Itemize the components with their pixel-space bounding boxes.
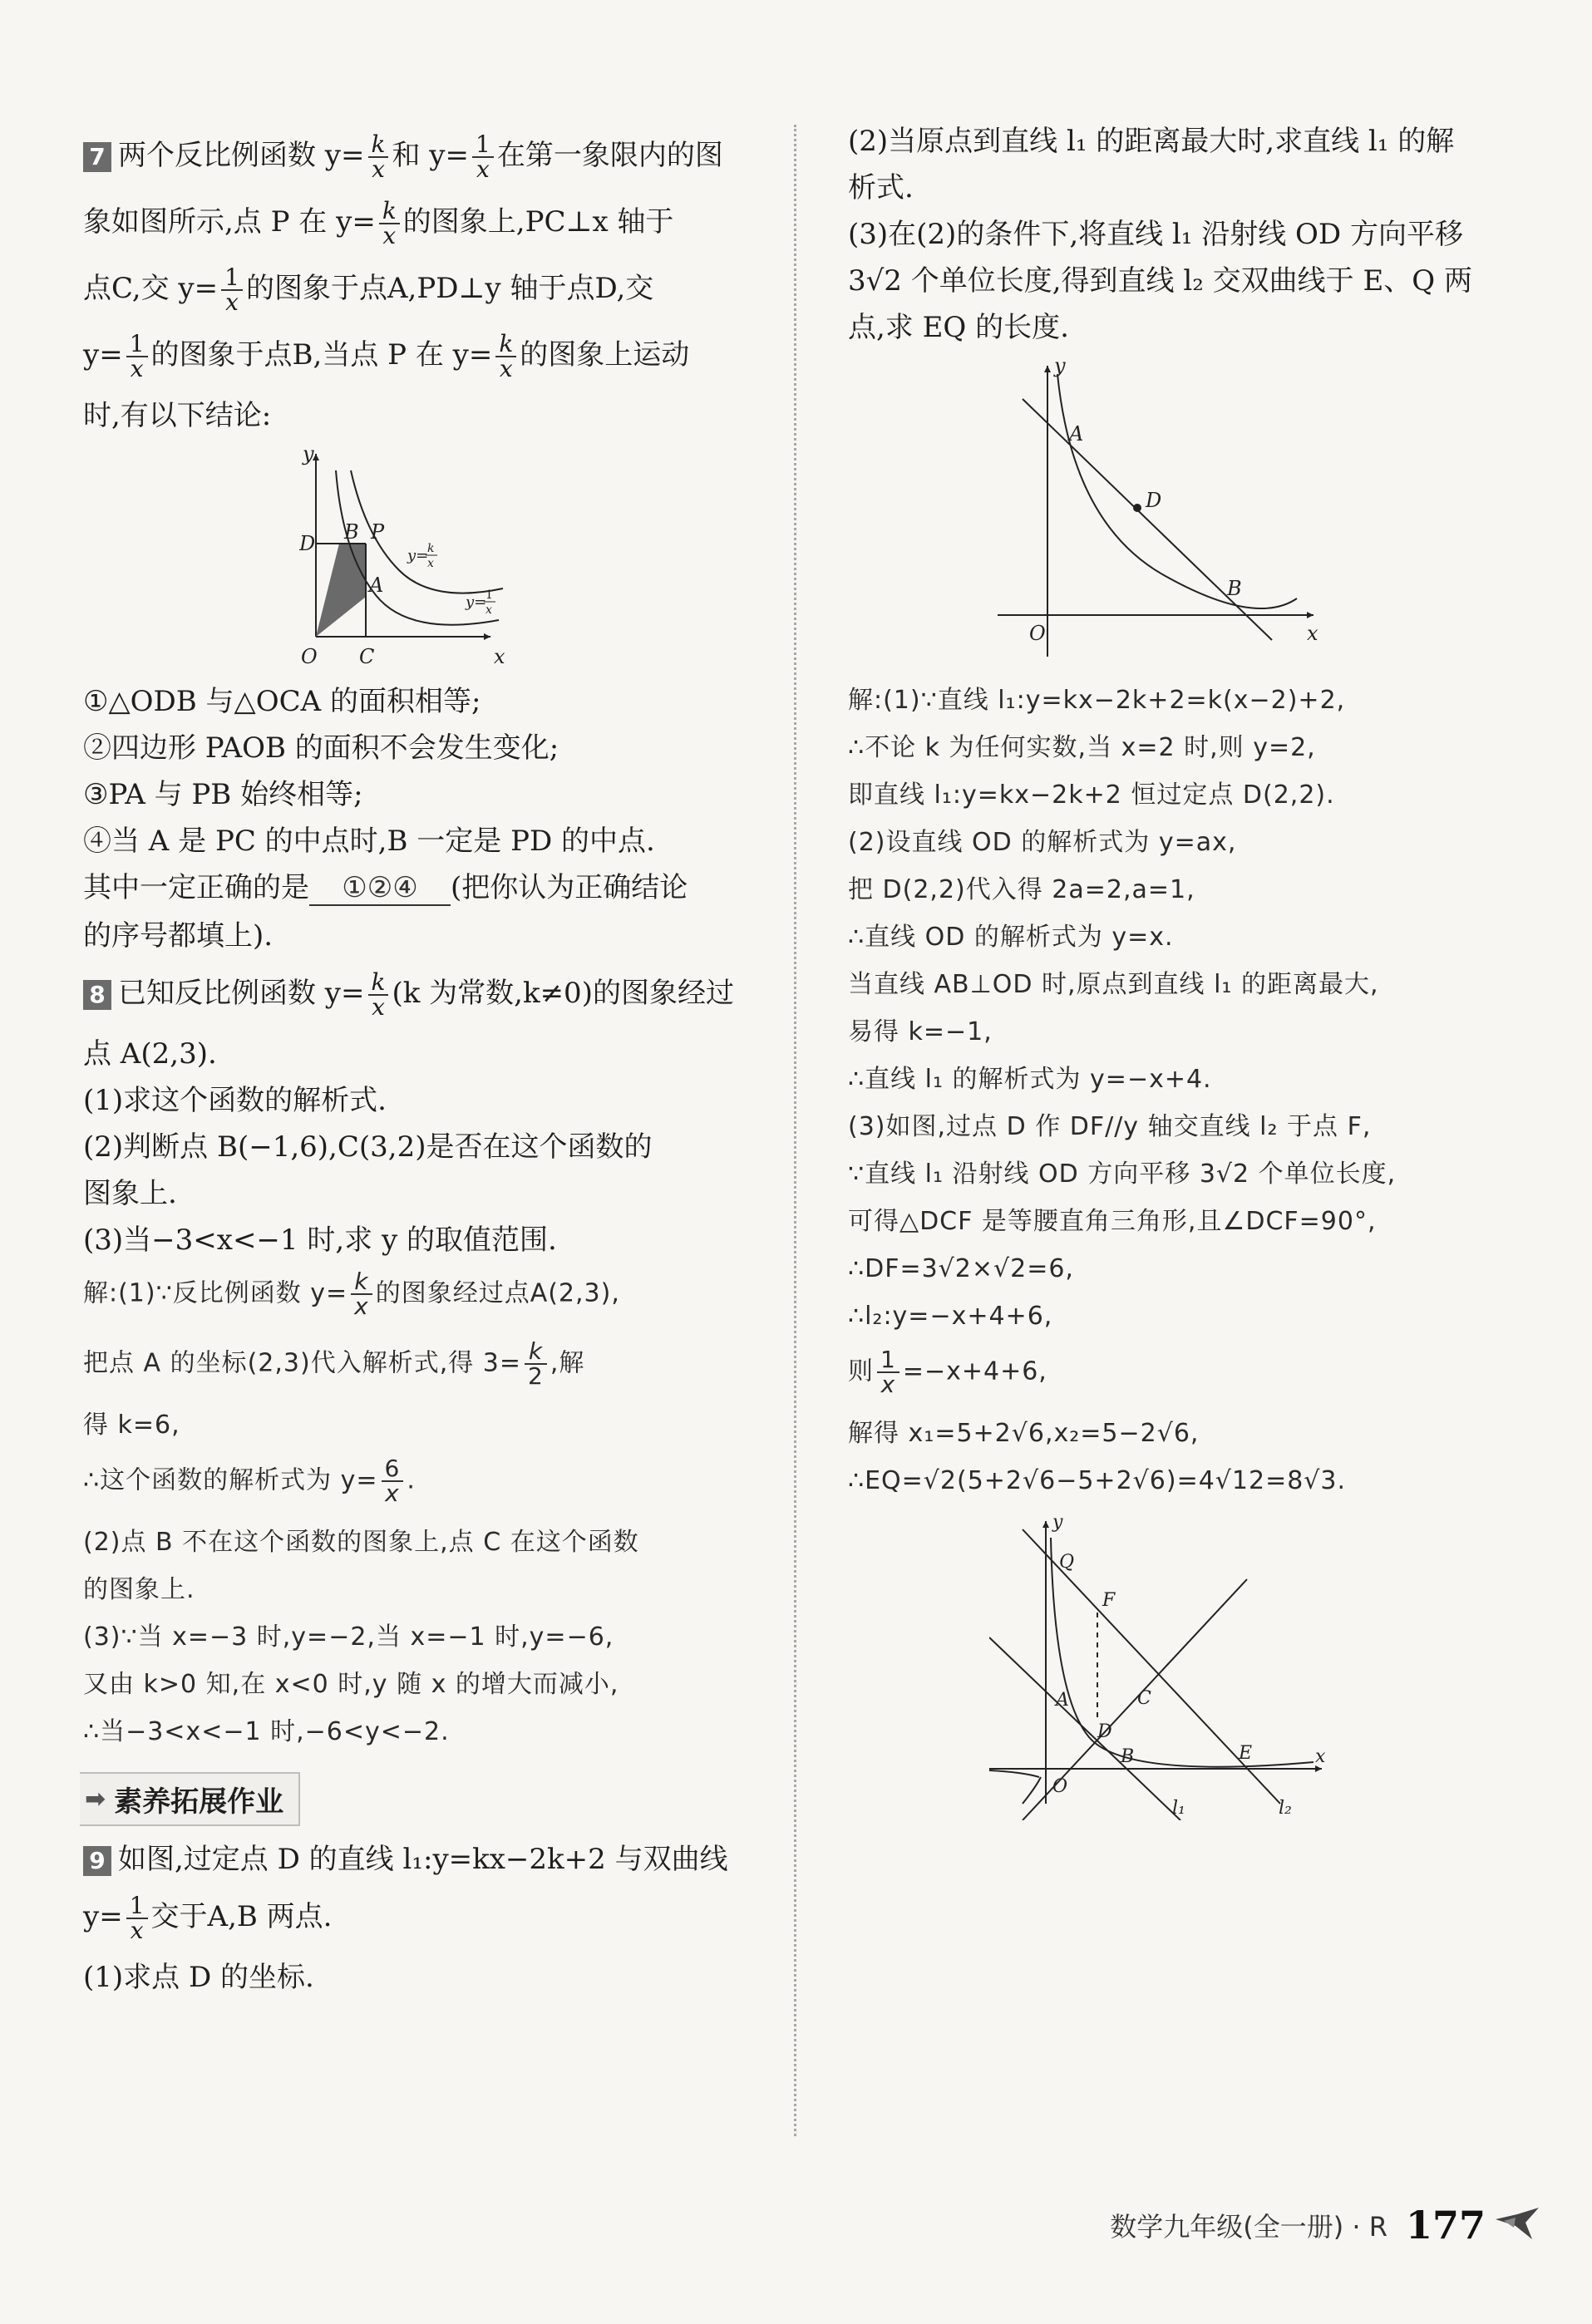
q9-solution-1: 解:(1)∵直线 l₁:y=kx−2k+2=k(x−2)+2,	[848, 686, 1346, 715]
label-E: E	[1239, 1743, 1253, 1764]
page-number: 177	[1405, 2203, 1486, 2248]
label-y: y	[1052, 1513, 1063, 1533]
svg-text:x: x	[427, 557, 434, 570]
label-x: x	[494, 645, 505, 668]
hyperbola-branch-1	[1051, 1538, 1314, 1767]
fraction-k-over-x: $\frac{k}{x}$	[379, 199, 400, 248]
q8-solution-6: 的图象上.	[83, 1575, 195, 1604]
question-number-9: 9	[83, 1846, 111, 1876]
q9-solution-10: (3)如图,过点 D 作 DF//y 轴交直线 l₂ 于点 F,	[848, 1112, 1372, 1141]
q9-solution-3: 即直线 l₁:y=kx−2k+2 恒过定点 D(2,2).	[848, 780, 1335, 810]
q9-line-1: 9 如图,过定点 D 的直线 l₁:y=kx−2k+2 与双曲线	[83, 1843, 773, 1876]
q8-solution-5: (2)点 B 不在这个函数的图象上,点 C 在这个函数	[83, 1528, 639, 1557]
figure-q9-a-svg	[998, 357, 1330, 665]
q8-solution-2: 把点 A 的坐标(2,3)代入解析式,得 3= $\frac{k}{2}$ ,解	[83, 1337, 585, 1390]
label-x: x	[1315, 1746, 1326, 1767]
q9-solution-8: 易得 k=−1,	[848, 1017, 993, 1046]
figure-q7-svg	[299, 446, 549, 670]
q9-solution-17: ∴EQ=√2(5+2√6−5+2√6)=4√12=8√3.	[848, 1466, 1347, 1495]
curve-label-1: y=	[466, 593, 487, 611]
fraction-1-over-x: $\frac{1}{x}$	[472, 133, 494, 181]
fraction-1-over-x: $\frac{1}{x}$	[221, 266, 243, 314]
question-number-8: 8	[83, 980, 111, 1010]
fraction-1-over-x: $\frac{1}{x}$	[126, 332, 148, 381]
label-D: D	[299, 532, 316, 555]
question-number-7: 7	[83, 142, 111, 172]
q7-conclusion-1: ①△ODB 与△OCA 的面积相等;	[83, 685, 481, 718]
label-O: O	[1052, 1776, 1068, 1797]
label-Q: Q	[1059, 1552, 1075, 1573]
hyperbola	[1057, 374, 1297, 608]
label-l1: l₁	[1172, 1798, 1185, 1819]
q9-part-1: (1)求点 D 的坐标.	[83, 1961, 314, 1994]
label-A: A	[1056, 1690, 1069, 1711]
label-B: B	[1227, 577, 1242, 600]
q7-conclusion-2: ②四边形 PAOB 的面积不会发生变化;	[83, 731, 559, 765]
q7-conclusion-3: ③PA 与 PB 始终相等;	[83, 778, 363, 811]
label-A: A	[369, 574, 384, 597]
q9-solution-14: ∴l₂:y=−x+4+6,	[848, 1302, 1053, 1331]
label-B: B	[344, 520, 359, 544]
q9-solution-11: ∵直线 l₁ 沿射线 OD 方向平移 3√2 个单位长度,	[848, 1160, 1397, 1189]
q7-line-3: 点C,交 y= $\frac{1}{x}$ 的图象于点A,PD⊥y 轴于点D,交	[83, 263, 654, 316]
right-column	[848, 125, 1530, 1824]
label-x: x	[1307, 622, 1318, 645]
q9-line-2: y= $\frac{1}{x}$ 交于A,B 两点.	[83, 1892, 333, 1944]
section-heading: ➡ 素养拓展作业	[80, 1772, 300, 1826]
fraction-k-over-x: $\frac{k}{x}$	[368, 971, 389, 1019]
q8-part-1: (1)求这个函数的解析式.	[83, 1084, 387, 1117]
label-P: P	[371, 520, 385, 544]
q9-solution-9: ∴直线 l₁ 的解析式为 y=−x+4.	[848, 1065, 1212, 1094]
q7-answer-line: 其中一定正确的是 ①②④ (把你认为正确结论	[83, 871, 688, 904]
q9-solution-5: 把 D(2,2)代入得 2a=2,a=1,	[848, 875, 1195, 904]
q9-solution-4: (2)设直线 OD 的解析式为 y=ax,	[848, 828, 1237, 857]
figure-q9-a	[998, 357, 1530, 668]
arrow-icon: ➡	[85, 1785, 106, 1814]
curve-label-k: y=	[407, 547, 429, 564]
fraction-k-over-x: $\frac{k}{x}$	[495, 332, 516, 381]
label-y: y	[303, 446, 314, 465]
q8-solution-9: ∴当−3<x<−1 时,−6<y<−2.	[83, 1717, 450, 1746]
label-C: C	[1137, 1688, 1151, 1709]
answer-blank: ①②④	[309, 871, 451, 906]
label-C: C	[359, 645, 375, 668]
svg-text:1: 1	[485, 588, 493, 602]
q9-solution-6: ∴直线 OD 的解析式为 y=x.	[848, 923, 1174, 952]
bird-logo-icon	[1492, 2203, 1542, 2248]
label-A: A	[1069, 422, 1084, 446]
column-divider	[794, 125, 796, 2136]
q7-line-1: 7 两个反比例函数 y= $\frac{k}{x}$ 和 y= $\frac{1}{x}$ 在第一象限内的图	[83, 133, 773, 181]
q9-part-2b: 析式.	[848, 171, 914, 204]
label-B: B	[1121, 1746, 1135, 1767]
q8-solution-3: 得 k=6,	[83, 1411, 180, 1440]
q9-part-3a: (3)在(2)的条件下,将直线 l₁ 沿射线 OD 方向平移	[848, 218, 1463, 251]
label-O: O	[1029, 622, 1046, 645]
q8-part-2b: 图象上.	[83, 1177, 177, 1210]
q9-solution-15: 则 $\frac{1}{x}$ =−x+4+6,	[848, 1346, 1047, 1398]
left-column	[83, 130, 773, 2007]
q8-part-3: (3)当−3<x<−1 时,求 y 的取值范围.	[83, 1224, 557, 1257]
q7-line-5: 时,有以下结论:	[83, 399, 272, 432]
figure-q9-b-svg	[989, 1513, 1338, 1820]
q8-part-2a: (2)判断点 B(−1,6),C(3,2)是否在这个函数的	[83, 1130, 653, 1164]
q9-solution-13: ∴DF=3√2×√2=6,	[848, 1254, 1074, 1283]
shaded-quadrilateral	[316, 544, 366, 637]
q8-line-2: 点 A(2,3).	[83, 1037, 217, 1071]
figure-q9-b	[989, 1513, 1530, 1824]
q9-solution-16: 解得 x₁=5+2√6,x₂=5−2√6,	[848, 1419, 1200, 1448]
label-D: D	[1146, 489, 1162, 512]
label-y: y	[1054, 357, 1066, 377]
page-footer	[1110, 2203, 1542, 2248]
figure-q7	[299, 446, 773, 673]
point-D	[1133, 504, 1141, 512]
line-l1	[1023, 399, 1272, 640]
q9-part-3b: 3√2 个单位长度,得到直线 l₂ 交双曲线于 E、Q 两	[848, 264, 1472, 298]
q7-conclusion-4: ④当 A 是 PC 的中点时,B 一定是 PD 的中点.	[83, 825, 655, 858]
q9-solution-12: 可得△DCF 是等腰直角三角形,且∠DCF=90°,	[848, 1207, 1377, 1236]
svg-text:k: k	[427, 542, 435, 555]
label-F: F	[1102, 1590, 1116, 1611]
q8-solution-7: (3)∵当 x=−3 时,y=−2,当 x=−1 时,y=−6,	[83, 1622, 614, 1652]
q9-solution-7: 当直线 AB⊥OD 时,原点到直线 l₁ 的距离最大,	[848, 970, 1379, 999]
q9-solution-2: ∴不论 k 为任何实数,当 x=2 时,则 y=2,	[848, 733, 1316, 762]
label-O: O	[301, 645, 318, 668]
q9-part-2a: (2)当原点到直线 l₁ 的距离最大时,求直线 l₁ 的解	[848, 125, 1455, 158]
fraction-k-over-x: $\frac{k}{x}$	[368, 133, 389, 181]
q8-solution-4: ∴这个函数的解析式为 y= $\frac{6}{x}$ .	[83, 1455, 416, 1507]
q7-answer-line-2: 的序号都填上).	[83, 919, 274, 953]
q7-line-2: 象如图所示,点 P 在 y= $\frac{k}{x}$ 的图象上,PC⊥x 轴于	[83, 197, 674, 249]
book-title: 数学九年级(全一册) · R	[1110, 2211, 1387, 2243]
q9-part-3c: 点,求 EQ 的长度.	[848, 311, 1069, 344]
label-D: D	[1097, 1721, 1112, 1742]
q7-line-4: y= $\frac{1}{x}$ 的图象于点B,当点 P 在 y= $\frac{k}{x}$ 的图象上运动	[83, 330, 690, 382]
q8-solution-1: 解:(1)∵反比例函数 y= $\frac{k}{x}$ 的图象经过点A(2,3),	[83, 1268, 620, 1320]
line-l1	[989, 1637, 1180, 1820]
q8-line-1: 8 已知反比例函数 y= $\frac{k}{x}$ (k 为常数,k≠0)的图象经过	[83, 971, 773, 1019]
hyperbola-branch-2	[1023, 1777, 1041, 1804]
q8-solution-8: 又由 k>0 知,在 x<0 时,y 随 x 的增大而减小,	[83, 1670, 619, 1699]
label-l2: l₂	[1279, 1798, 1292, 1819]
svg-text:x: x	[485, 603, 492, 617]
